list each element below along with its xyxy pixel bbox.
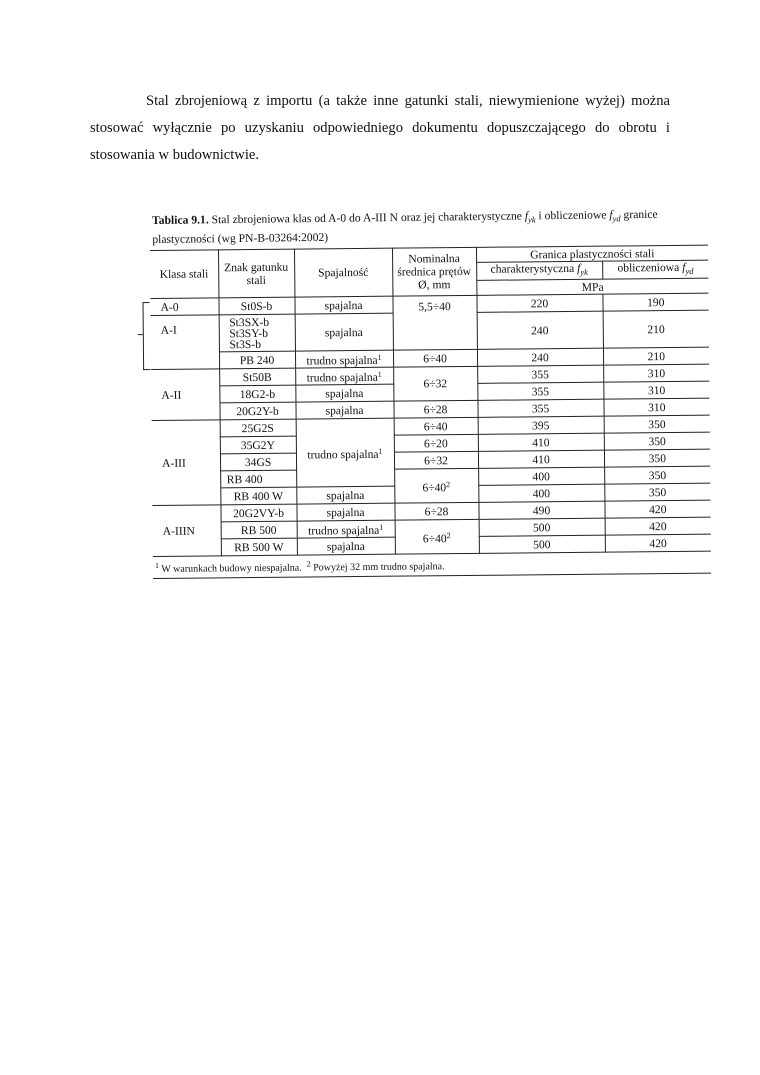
caption-label: Tablica 9.1.	[152, 213, 209, 227]
header-char-sub: yk	[580, 266, 588, 277]
caption-symbol-fyd: f	[609, 208, 613, 222]
cell-fyk: 410	[478, 450, 604, 468]
cell-spajalnosc: spajalna	[296, 503, 394, 521]
cell-fyk: 240	[477, 348, 603, 366]
header-charakterystyczna	[476, 261, 602, 280]
cell-znak: RB 400 W	[220, 487, 296, 505]
cell-fyk: 355	[477, 365, 603, 383]
header-unit: MPa	[476, 278, 708, 295]
cell-spajalnosc	[295, 350, 393, 368]
footnote-text-1: W warunkach budowy niespajalna.	[161, 562, 302, 575]
cell-srednica: 6÷20	[394, 434, 478, 452]
cell-spajalnosc	[297, 520, 395, 538]
cell-footnote-mark: 1	[377, 369, 382, 379]
cell-srednica: 6÷40	[394, 417, 478, 435]
cell-srednica: 6÷28	[394, 502, 478, 520]
footnote-mark-2: 2	[306, 559, 311, 569]
cell-fyk: 395	[478, 416, 604, 434]
cell-spajalnosc	[296, 418, 395, 487]
cell-spajalnosc: spajalna	[296, 486, 394, 504]
paragraph-text: Stal zbrojeniową z importu (a także inne gatunki stali, niewymienione wyżej) można stosować wyłącznie po uzyskaniu odpowiedniego dokumentu dopuszczającego do obrotu i stosowania w budownictwie.	[90, 93, 670, 163]
cell-fyd: 310	[603, 398, 709, 416]
cell-fyd: 350	[604, 466, 710, 484]
cell-znak: 20G2VY-b	[220, 504, 296, 522]
cell-fyk: 240	[477, 311, 603, 349]
cell-spajalnosc	[295, 367, 393, 385]
footnote-text-2: Powyżej 32 mm trudno spajalna.	[313, 561, 445, 574]
cell-fyd: 310	[603, 364, 709, 382]
cell-znak: 25G2S	[220, 419, 296, 437]
cell-znak: RB 400	[220, 470, 296, 488]
cell-znak: 35G2Y	[220, 436, 296, 454]
cell-spajalnosc: spajalna	[295, 384, 393, 402]
brace-tip	[138, 334, 143, 335]
cell-fyd: 420	[605, 534, 711, 552]
cell-znak: RB 500	[221, 521, 297, 539]
cell-spaj-text: trudno spajalna	[308, 523, 380, 538]
steel-table	[150, 245, 711, 579]
header-znak: Znak gatunku stali	[218, 249, 294, 298]
table-caption	[152, 206, 712, 247]
cell-fyd: 210	[603, 310, 709, 348]
caption-text-a: Stal zbrojeniowa klas od A-0 do A-III N oraz jej charakterystyczne	[211, 209, 522, 227]
cell-sred-text: 6÷40	[422, 531, 447, 545]
cell-footnote-mark: 2	[446, 530, 451, 540]
cell-srednica: 6÷32	[393, 366, 477, 401]
cell-fyd: 420	[605, 517, 711, 535]
cell-sred-text: 6÷40	[422, 480, 447, 494]
cell-fyd: 210	[603, 347, 709, 365]
header-oblicz-sub: yd	[685, 265, 694, 276]
caption-text-c: granice plastyczności (wg PN-B-03264:2002)	[152, 207, 658, 246]
body-paragraph	[90, 88, 670, 169]
cell-klasa: A-II	[151, 369, 219, 421]
cell-znak: PB 240	[219, 351, 295, 369]
cell-srednica	[394, 468, 478, 503]
cell-fyk: 355	[477, 382, 603, 400]
cell-znak	[219, 314, 295, 352]
caption-text-b: i obliczeniowe	[538, 208, 607, 223]
cell-spajalnosc: spajalna	[297, 537, 395, 555]
header-srednica: Nominalna średnica prętów Ø, mm	[392, 247, 476, 296]
cell-znak: 20G2Y-b	[219, 402, 295, 420]
header-obliczeniowa	[602, 260, 708, 279]
cell-fyk: 410	[478, 433, 604, 451]
cell-footnote-mark: 2	[446, 479, 451, 489]
cell-spajalnosc: spajalna	[295, 401, 393, 419]
cell-fyk: 400	[478, 467, 604, 485]
cell-spaj-text: trudno spajalna	[306, 353, 378, 368]
cell-srednica: 5,5÷40	[392, 295, 477, 350]
caption-sub-yd: yd	[612, 213, 621, 224]
cell-fyk: 220	[476, 294, 602, 312]
header-oblicz-label: obliczeniowa	[617, 260, 680, 275]
header-oblicz-symbol: f	[682, 260, 686, 274]
cell-fyk: 490	[478, 501, 604, 519]
cell-footnote-mark: 1	[377, 352, 382, 362]
cell-fyd: 350	[604, 449, 710, 467]
header-granica: Granica plastyczności stali	[476, 245, 708, 262]
steel-table-wrapper	[150, 245, 711, 579]
cell-fyk: 400	[478, 484, 604, 502]
cell-fyd: 420	[604, 500, 710, 518]
cell-fyd: 310	[603, 381, 709, 399]
cell-klasa: A-IIIN	[152, 505, 220, 557]
cell-fyd: 190	[602, 293, 708, 311]
cell-fyd: 350	[604, 483, 710, 501]
cell-fyd: 350	[604, 415, 710, 433]
cell-znak: 18G2-b	[219, 385, 295, 403]
cell-fyk: 500	[479, 535, 605, 553]
cell-znak: St0S-b	[218, 297, 294, 315]
cell-srednica: 6÷32	[394, 451, 478, 469]
brace-a0-ai	[142, 302, 150, 370]
cell-srednica: 6÷40	[393, 349, 477, 367]
cell-fyk: 500	[479, 518, 605, 536]
cell-klasa: A-III	[152, 420, 221, 506]
cell-srednica	[395, 519, 479, 554]
cell-spajalnosc: spajalna	[294, 296, 392, 314]
cell-fyd: 350	[604, 432, 710, 450]
table-footnote	[153, 551, 711, 578]
cell-znak: St50B	[219, 368, 295, 386]
footnote-row	[153, 551, 711, 578]
cell-znak: RB 500 W	[221, 538, 297, 556]
cell-znak: 34GS	[220, 453, 296, 471]
footnote-mark-1: 1	[154, 560, 160, 570]
cell-spaj-text: trudno spajalna	[306, 370, 378, 385]
cell-footnote-mark: 1	[379, 522, 384, 532]
cell-klasa: A-0	[150, 298, 218, 316]
header-char-symbol: f	[577, 261, 581, 275]
cell-srednica: 6÷28	[393, 400, 477, 418]
cell-klasa: A-I	[151, 315, 220, 370]
caption-symbol-fyk: f	[524, 209, 529, 223]
caption-sub-yk: yk	[528, 214, 536, 225]
cell-znak-multi: St3SX-b St3SY-b St3S-b	[229, 315, 270, 351]
header-spajalnosc: Spajalność	[294, 248, 392, 297]
header-klasa: Klasa stali	[150, 250, 218, 299]
cell-fyk: 355	[477, 399, 603, 417]
cell-spajalnosc: spajalna	[295, 313, 393, 351]
cell-spaj-text: trudno spajalna	[307, 447, 379, 461]
header-char-label: charakterystyczna	[490, 261, 575, 276]
cell-footnote-mark: 1	[378, 446, 383, 456]
